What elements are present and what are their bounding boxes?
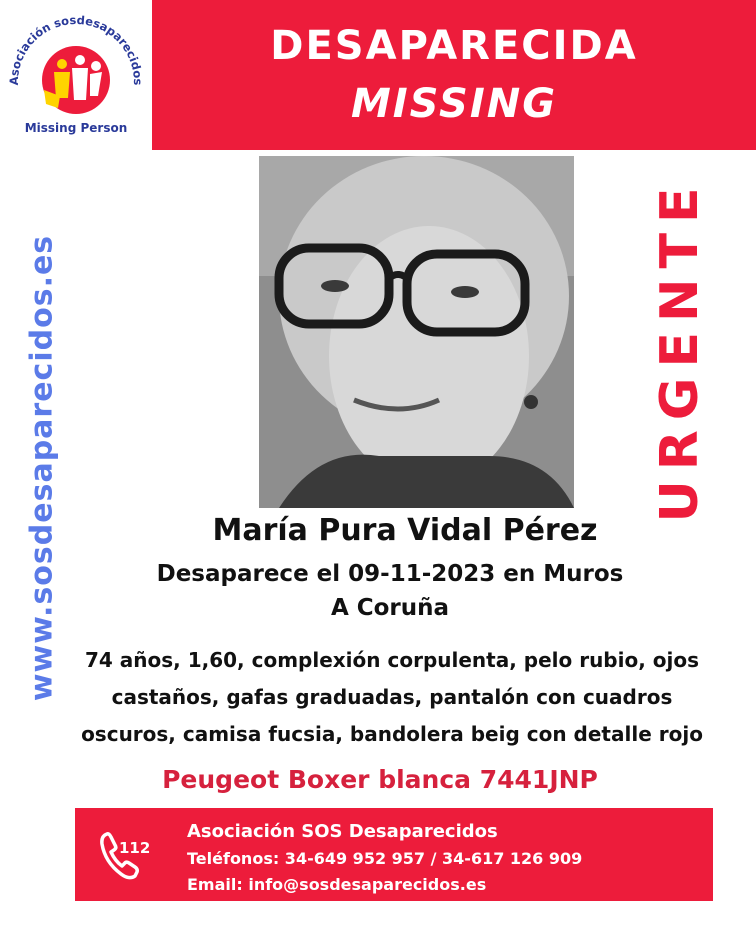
urgent-vertical-text: URGENTE <box>650 177 710 523</box>
disappearance-date-place: Desaparece el 09-11-2023 en Muros <box>156 561 624 587</box>
title-desaparecida: DESAPARECIDA <box>270 23 638 69</box>
emergency-number: 112 <box>119 839 151 857</box>
website-vertical-text: www.sosdesaparecidos.es <box>24 234 60 702</box>
contact-email[interactable]: Email: info@sosdesaparecidos.es <box>187 875 487 894</box>
description-line: oscuros, camisa fucsia, bandolera beig con detalle rojo <box>81 722 703 746</box>
header-banner <box>152 0 756 150</box>
description-line: 74 años, 1,60, complexión corpulenta, pelo rubio, ojos <box>84 648 700 672</box>
association-logo <box>0 0 152 150</box>
phone-numbers[interactable]: Teléfonos: 34-649 952 957 / 34-617 126 909 <box>187 849 583 868</box>
phone-112-icon <box>97 828 157 884</box>
logo-caption: Missing Person <box>24 121 128 135</box>
description-line: castaños, gafas graduadas, pantalón con cuadros <box>111 685 673 709</box>
vehicle-info: Peugeot Boxer blanca 7441JNP <box>162 765 598 794</box>
missing-person-photo <box>259 156 574 508</box>
contact-footer <box>75 808 713 901</box>
person-name: María Pura Vidal Pérez <box>212 513 598 548</box>
title-missing: MISSING <box>350 81 558 127</box>
province: A Coruña <box>330 595 450 621</box>
logo-emblem <box>0 0 152 150</box>
organization-name: Asociación SOS Desaparecidos <box>187 821 498 842</box>
physical-description <box>66 642 718 753</box>
logo-arc-text: Asociación sosdesaparecidos <box>6 12 146 86</box>
